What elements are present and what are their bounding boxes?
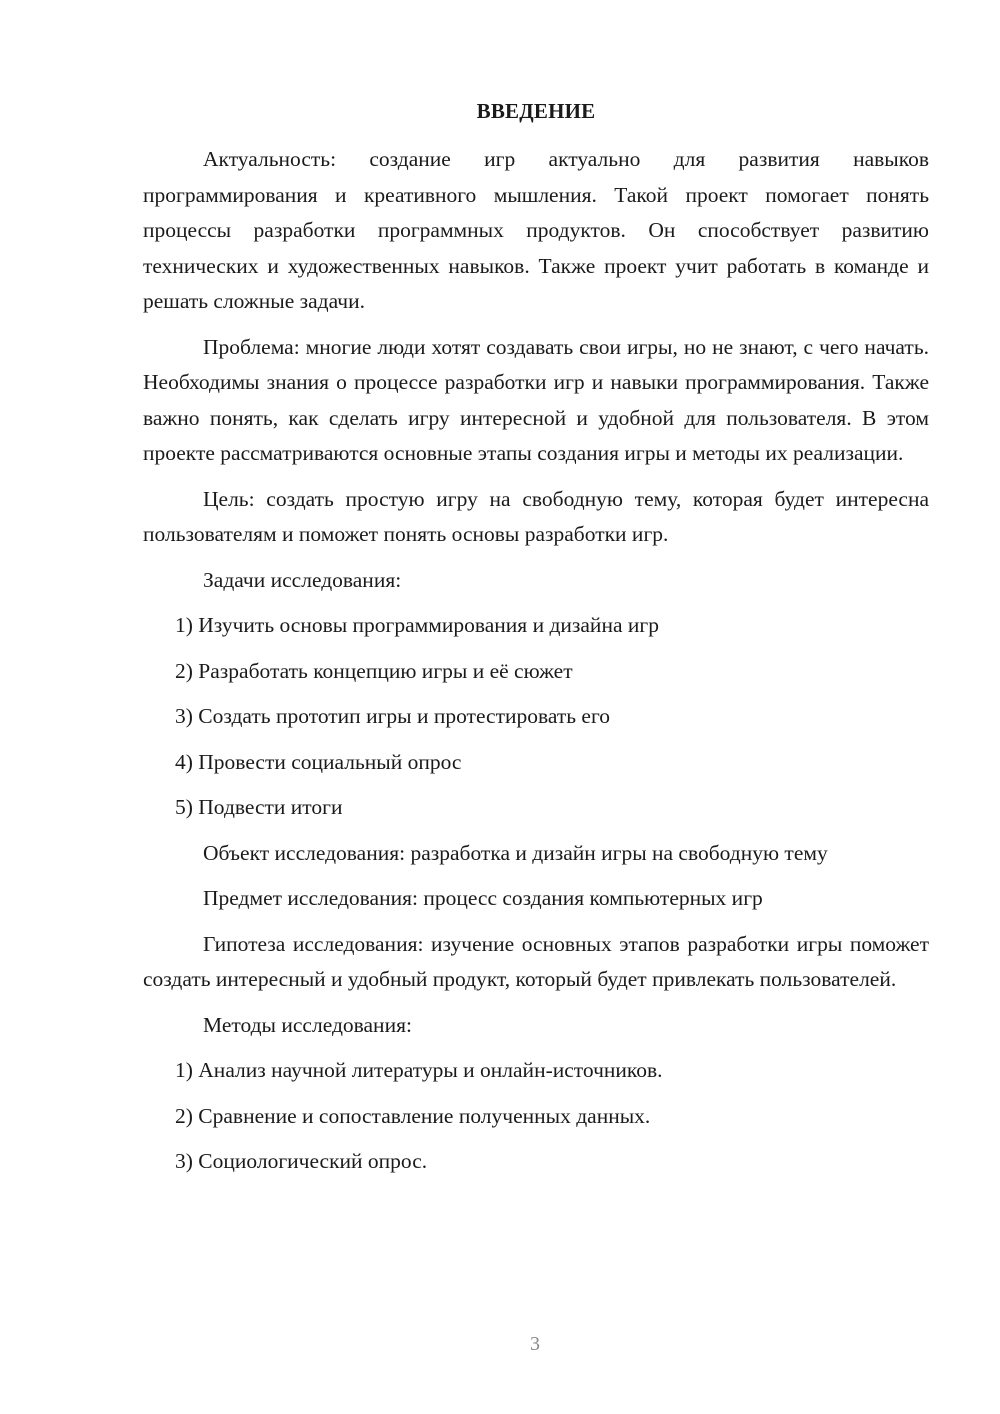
list-item: 1) Изучить основы программирования и дизайна игр	[175, 613, 659, 637]
object-paragraph: Объект исследования: разработка и дизайн игры на свободную тему	[203, 840, 828, 865]
list-item: 5) Подвести итоги	[175, 795, 343, 819]
methods-list	[143, 1053, 929, 1180]
list-item: 3) Создать прототип игры и протестировать его	[175, 704, 610, 728]
list-item: 2) Разработать концепцию игры и её сюжет	[175, 658, 573, 683]
page-number: 3	[530, 1333, 540, 1355]
relevance-paragraph: Актуальность: создание игр актуально для развития навыков программирования и креативного мышления. Такой проект помогает понять процессы разработки программных продуктов. Он способствует развитию технических и художественных навыков. Также проект учит работать в команде и решать сложные задачи.	[143, 147, 929, 313]
methods-label: Методы исследования:	[203, 1012, 412, 1037]
list-item: 2) Сравнение и сопоставление полученных данных.	[175, 1103, 651, 1128]
document-page	[143, 96, 929, 1190]
subject-paragraph: Предмет исследования: процесс создания компьютерных игр	[203, 886, 763, 910]
list-item: 3) Социологический опрос.	[175, 1149, 428, 1173]
problem-paragraph: Проблема: многие люди хотят создавать свои игры, но не знают, с чего начать. Необходимы знания о процессе разработки игр и навыки программирования. Также важно понять, как сделать игру интересной и удобной для пользователя. В этом проекте рассматриваются основные этапы создания игры и методы их реализации.	[143, 334, 929, 465]
tasks-list	[143, 608, 929, 826]
section-heading: ВВЕДЕНИЕ	[476, 99, 596, 123]
list-item: 1) Анализ научной литературы и онлайн-источников.	[175, 1058, 663, 1082]
list-item: 4) Провести социальный опрос	[175, 749, 462, 774]
goal-paragraph: Цель: создать простую игру на свободную тему, которая будет интересна пользователям и поможет понять основы разработки игр.	[143, 486, 929, 546]
tasks-label: Задачи исследования:	[203, 567, 402, 592]
hypothesis-paragraph: Гипотеза исследования: изучение основных этапов разработки игры поможет создать интересный и удобный продукт, который будет привлекать пользователей.	[143, 931, 929, 991]
